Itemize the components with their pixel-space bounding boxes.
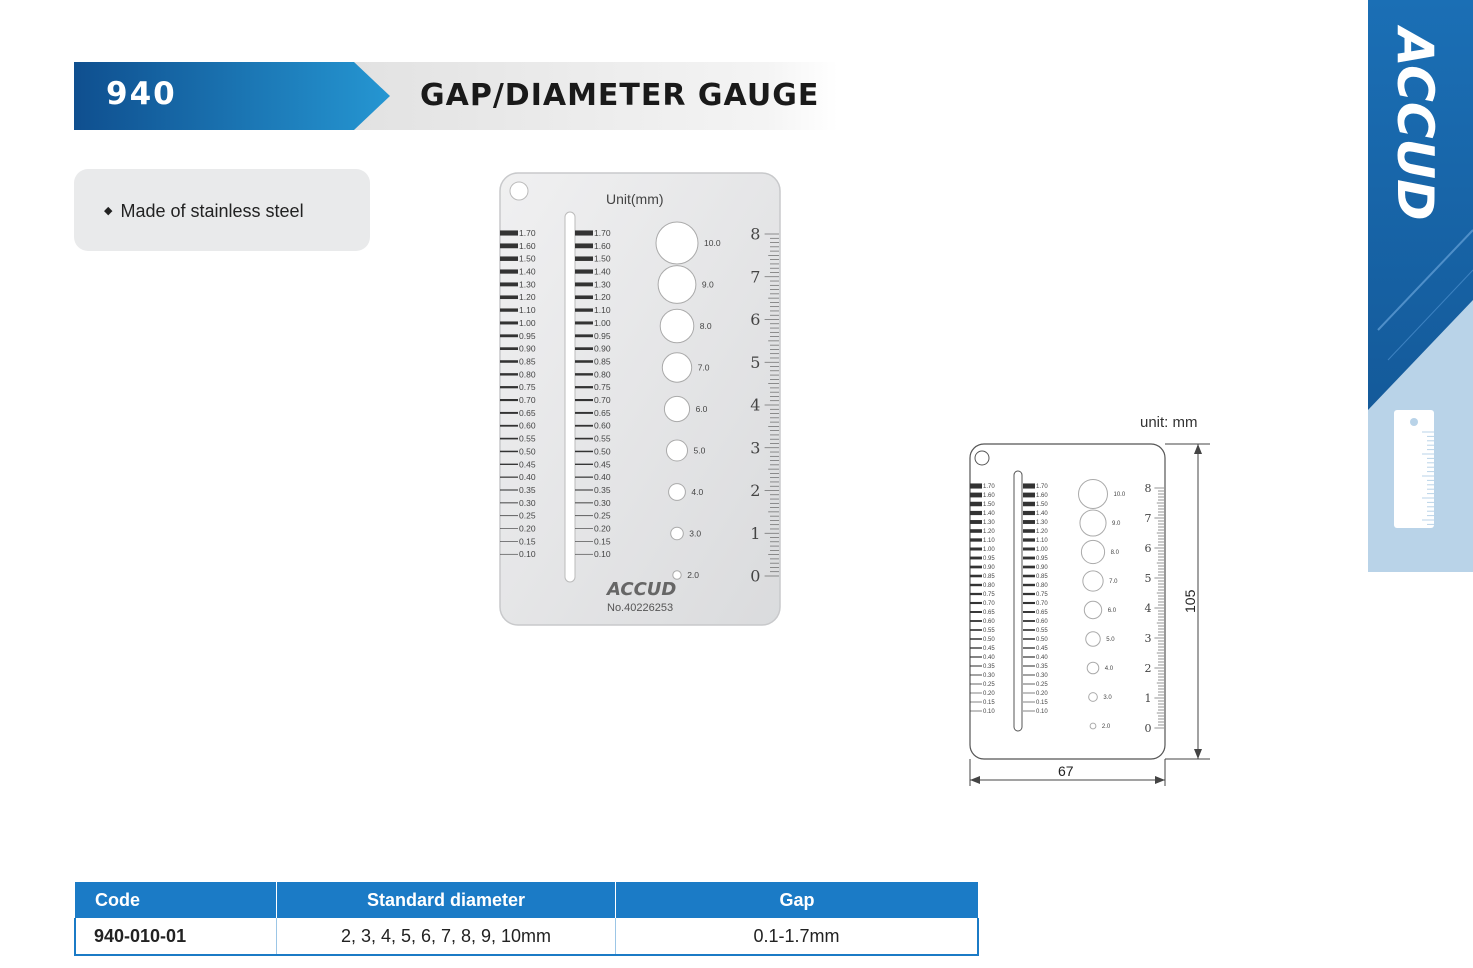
gap-label: 0.15 <box>519 536 536 547</box>
drawing-gap-label: 1.30 <box>983 520 995 527</box>
drawing-gap-bar <box>970 584 982 586</box>
drawing-diameter-label: 8.0 <box>1110 550 1119 557</box>
drawing-gap-label: 1.40 <box>983 511 995 518</box>
gap-bar <box>500 308 518 311</box>
drawing-diameter-label: 6.0 <box>1107 608 1117 615</box>
drawing-gap-label: 0.60 <box>983 619 995 626</box>
diameter-hole <box>1089 693 1098 702</box>
drawing-gap-label: 0.95 <box>983 556 995 563</box>
spec-table <box>74 882 979 956</box>
drawing-gap-label: 0.65 <box>1036 610 1048 617</box>
drawing-gap-bar <box>1023 702 1035 703</box>
drawing-gap-label: 1.60 <box>983 493 995 500</box>
gap-label: 0.50 <box>594 446 611 457</box>
drawing-gap-bar <box>970 638 982 640</box>
gap-label: 0.15 <box>594 536 611 547</box>
drawing-gap-label: 0.55 <box>1036 628 1048 635</box>
ruler-number: 2 <box>750 481 761 501</box>
gap-label: 0.80 <box>594 369 611 380</box>
drawing-gap-label: 0.30 <box>983 673 995 680</box>
drawing-gap-bar <box>970 575 982 578</box>
drawing-gap-label: 0.85 <box>983 574 995 581</box>
drawing-gap-label: 1.70 <box>983 484 995 491</box>
drawing-gap-bar <box>1023 684 1035 685</box>
gap-label: 0.90 <box>519 343 536 354</box>
drawing-gap-label: 0.90 <box>983 565 995 572</box>
model-number: 940 <box>106 76 177 112</box>
drawing-gap-label: 0.45 <box>1036 646 1048 653</box>
ruler-number: 3 <box>750 438 761 458</box>
drawing-gap-bar <box>1023 511 1035 515</box>
drawing-gap-bar <box>970 620 982 622</box>
gap-label: 0.65 <box>519 407 536 418</box>
gap-bar <box>575 282 593 286</box>
diameter-label: 5.0 <box>693 445 706 456</box>
drawing-ruler-number: 5 <box>1144 571 1152 585</box>
drawing-ruler-number: 3 <box>1144 631 1152 645</box>
diameter-hole <box>1086 632 1101 647</box>
diameter-hole <box>1081 540 1104 563</box>
drawing-gap-label: 0.55 <box>983 628 995 635</box>
drawing-gap-label: 0.70 <box>1036 601 1048 608</box>
ruler-icon <box>1394 410 1434 528</box>
drawing-gap-label: 0.35 <box>1036 664 1048 671</box>
drawing-unit-label: unit: mm <box>1140 414 1198 431</box>
drawing-diameter-label: 2.0 <box>1101 724 1111 731</box>
gap-label: 1.70 <box>519 227 536 238</box>
gap-bar <box>575 360 593 363</box>
arrow-down-icon <box>1194 749 1202 759</box>
diameter-label: 8.0 <box>699 320 712 331</box>
gap-label: 0.80 <box>519 369 536 380</box>
gap-label: 0.50 <box>519 446 536 457</box>
diameter-hole <box>1090 723 1096 729</box>
product-title: GAP/DIAMETER GAUGE <box>420 78 820 113</box>
gap-bar <box>575 256 593 261</box>
gap-bar <box>575 230 593 235</box>
drawing-gap-label: 0.95 <box>1036 556 1048 563</box>
drawing-ruler-number: 0 <box>1144 721 1152 735</box>
gap-bar <box>500 347 518 350</box>
gap-bar <box>575 295 593 299</box>
drawing-gap-bar <box>1023 611 1035 613</box>
drawing-gap-label: 1.70 <box>1036 484 1048 491</box>
gauge-drawing <box>960 408 1220 788</box>
gap-label: 0.30 <box>519 497 536 508</box>
drawing-ruler-number: 1 <box>1144 691 1152 705</box>
gap-label: 1.10 <box>594 305 611 316</box>
gap-label: 1.40 <box>519 266 536 277</box>
diameter-hole <box>671 527 684 540</box>
drawing-gap-label: 0.35 <box>983 664 995 671</box>
diameter-label: 2.0 <box>687 569 700 580</box>
drawing-gap-bar <box>970 702 982 703</box>
feature-box <box>74 169 370 251</box>
drawing-gap-bar <box>970 611 982 613</box>
diameter-hole <box>1084 601 1101 618</box>
gap-label: 0.45 <box>519 459 536 470</box>
cell-standard-diameter: 2, 3, 4, 5, 6, 7, 8, 9, 10mm <box>277 918 616 955</box>
drawing-gap-bar <box>1023 675 1035 676</box>
diameter-hole <box>664 396 689 421</box>
gap-bar <box>500 256 518 261</box>
diameter-label: 7.0 <box>697 362 710 373</box>
drawing-gap-bar <box>970 684 982 685</box>
gap-label: 0.75 <box>594 382 611 393</box>
drawing-gap-bar <box>1023 647 1035 648</box>
drawing-gap-bar <box>1023 584 1035 586</box>
drawing-gap-label: 0.10 <box>1036 709 1048 716</box>
side-brand-strip <box>1368 0 1473 572</box>
diameter-hole <box>1079 480 1108 509</box>
gap-label: 1.70 <box>594 227 611 238</box>
drawing-gap-bar <box>970 665 982 666</box>
gap-label: 0.70 <box>594 395 611 406</box>
width-dimension: 67 <box>1058 763 1074 779</box>
drawing-gap-label: 0.90 <box>1036 565 1048 572</box>
drawing-diameter-label: 5.0 <box>1106 637 1115 644</box>
drawing-gap-bar <box>970 538 982 541</box>
drawing-hanging-hole <box>975 451 989 465</box>
gap-bar <box>575 308 593 311</box>
drawing-gap-bar <box>1023 620 1035 622</box>
gap-bar <box>500 502 518 503</box>
gap-label: 0.40 <box>519 472 536 483</box>
gap-bar <box>500 515 518 516</box>
gap-bar <box>500 489 518 490</box>
gap-label: 1.00 <box>594 317 611 328</box>
header-band <box>74 62 838 130</box>
gap-label: 0.95 <box>594 330 611 341</box>
gap-bar <box>575 541 593 542</box>
gap-label: 1.10 <box>519 305 536 316</box>
gap-label: 0.10 <box>519 549 536 560</box>
drawing-gap-bar <box>1023 557 1035 560</box>
diameter-hole <box>1080 510 1106 536</box>
drawing-gap-label: 1.30 <box>1036 520 1048 527</box>
side-brand-logo: ACCUD <box>1386 28 1444 221</box>
gap-label: 0.35 <box>519 484 536 495</box>
diameter-hole <box>660 309 694 343</box>
drawing-ruler-number: 4 <box>1144 601 1152 615</box>
drawing-gap-bar <box>1023 538 1035 541</box>
gap-bar <box>575 347 593 350</box>
gap-bar <box>575 451 593 453</box>
drawing-outline <box>970 444 1165 759</box>
drawing-gap-bar <box>970 675 982 676</box>
gap-bar <box>575 554 593 555</box>
gap-label: 0.65 <box>594 407 611 418</box>
drawing-gap-label: 0.50 <box>983 637 995 644</box>
gap-bar <box>575 321 593 324</box>
gap-label: 1.20 <box>519 292 536 303</box>
drawing-gap-label: 1.10 <box>1036 538 1048 545</box>
gap-label: 0.70 <box>519 395 536 406</box>
gap-label: 0.60 <box>519 420 536 431</box>
drawing-gap-label: 1.50 <box>1036 502 1048 509</box>
column-header-gap: Gap <box>616 882 979 918</box>
drawing-diameter-label: 9.0 <box>1112 521 1121 528</box>
drawing-gap-bar <box>1023 602 1035 604</box>
gap-bar <box>500 399 518 401</box>
drawing-gap-bar <box>1023 656 1035 657</box>
cell-code: 940-010-01 <box>75 918 277 955</box>
ruler-number: 1 <box>750 523 761 543</box>
gap-bar <box>500 230 518 235</box>
gap-bar <box>575 502 593 503</box>
gap-label: 0.60 <box>594 420 611 431</box>
drawing-diameter-label: 4.0 <box>1104 666 1114 673</box>
drawing-gap-bar <box>1023 593 1035 595</box>
diameter-label: 9.0 <box>701 279 714 290</box>
drawing-gap-bar <box>970 711 982 712</box>
gap-label: 1.60 <box>594 240 611 251</box>
gap-label: 1.30 <box>519 279 536 290</box>
drawing-gap-label: 1.00 <box>983 547 995 554</box>
gap-bar <box>500 360 518 363</box>
gap-bar <box>575 489 593 490</box>
drawing-gap-bar <box>1023 638 1035 640</box>
drawing-gap-label: 0.45 <box>983 646 995 653</box>
brand-logo: ACCUD <box>607 579 677 600</box>
diameter-hole <box>1083 571 1103 591</box>
column-header-standard-diameter: Standard diameter <box>277 882 616 918</box>
gap-bar <box>500 243 518 248</box>
drawing-gap-bar <box>970 693 982 694</box>
gap-bar <box>500 554 518 555</box>
arrow-left-icon <box>970 776 980 784</box>
drawing-gap-bar <box>1023 566 1035 569</box>
gap-bar <box>500 295 518 299</box>
item-number: No.40226253 <box>607 602 674 614</box>
gap-label: 0.10 <box>594 549 611 560</box>
drawing-gap-bar <box>1023 529 1035 533</box>
diameter-label: 6.0 <box>695 403 708 414</box>
drawing-gap-bar <box>970 493 982 498</box>
drawing-gap-bar <box>1023 483 1035 488</box>
gauge-plate <box>500 173 780 625</box>
drawing-gap-label: 0.75 <box>1036 592 1048 599</box>
gauge-photo <box>497 170 787 632</box>
drawing-gap-label: 0.20 <box>983 691 995 698</box>
feature-item <box>104 201 304 222</box>
gap-bar <box>575 464 593 465</box>
gap-bar <box>575 438 593 440</box>
gap-bar <box>500 425 518 427</box>
diameter-label: 4.0 <box>691 486 704 497</box>
gap-bar <box>500 282 518 286</box>
gap-bar <box>575 386 593 388</box>
gap-bar <box>575 334 593 337</box>
drawing-gap-label: 0.30 <box>1036 673 1048 680</box>
gap-label: 1.40 <box>594 266 611 277</box>
drawing-gap-label: 0.70 <box>983 601 995 608</box>
ruler-number: 0 <box>750 566 761 586</box>
drawing-gap-label: 0.25 <box>1036 682 1048 689</box>
column-header-code: Code <box>75 882 277 918</box>
arrow-up-icon <box>1194 444 1202 454</box>
drawing-diameter-label: 3.0 <box>1103 695 1112 702</box>
drawing-gap-bar <box>970 557 982 560</box>
diameter-hole <box>662 353 691 382</box>
ruler-number: 5 <box>750 352 761 372</box>
diamond-bullet-icon: ◆ <box>104 205 113 217</box>
gap-bar <box>500 541 518 542</box>
drawing-gap-bar <box>1023 575 1035 578</box>
drawing-gap-bar <box>1023 665 1035 666</box>
drawing-gap-bar <box>1023 520 1035 524</box>
drawing-gap-label: 1.00 <box>1036 547 1048 554</box>
drawing-gap-bar <box>970 548 982 551</box>
cell-gap: 0.1-1.7mm <box>616 918 979 955</box>
drawing-gap-label: 0.25 <box>983 682 995 689</box>
diameter-hole <box>1087 662 1099 674</box>
gap-bar <box>500 373 518 375</box>
drawing-gap-bar <box>970 520 982 524</box>
gap-bar <box>500 321 518 324</box>
drawing-gap-label: 1.40 <box>1036 511 1048 518</box>
diameter-label: 10.0 <box>704 237 721 248</box>
table-row <box>75 918 978 955</box>
diameter-label: 3.0 <box>689 528 702 539</box>
gap-label: 0.75 <box>519 382 536 393</box>
drawing-gap-label: 1.10 <box>983 538 995 545</box>
diameter-hole <box>669 484 686 501</box>
gap-bar <box>575 399 593 401</box>
feature-text: Made of stainless steel <box>120 201 304 221</box>
gap-bar <box>575 373 593 375</box>
drawing-gap-label: 1.20 <box>1036 529 1048 536</box>
gap-label: 0.90 <box>594 343 611 354</box>
gap-label: 1.20 <box>594 292 611 303</box>
gap-bar <box>500 464 518 465</box>
drawing-ruler-number: 2 <box>1144 661 1152 675</box>
drawing-gap-label: 0.60 <box>1036 619 1048 626</box>
gap-bar <box>575 477 593 478</box>
drawing-gap-label: 0.65 <box>983 610 995 617</box>
diameter-hole <box>667 440 688 461</box>
gap-label: 0.30 <box>594 497 611 508</box>
drawing-gap-label: 0.50 <box>1036 637 1048 644</box>
gap-label: 0.55 <box>519 433 536 444</box>
gap-label: 1.60 <box>519 240 536 251</box>
drawing-diameter-label: 10.0 <box>1113 492 1126 499</box>
drawing-gap-bar <box>1023 711 1035 712</box>
gap-label: 0.95 <box>519 330 536 341</box>
drawing-gap-bar <box>1023 502 1035 507</box>
gap-label: 0.40 <box>594 472 611 483</box>
drawing-gap-label: 0.85 <box>1036 574 1048 581</box>
drawing-gap-label: 0.15 <box>983 700 995 707</box>
gap-bar <box>575 528 593 529</box>
diameter-hole <box>673 571 681 579</box>
gap-label: 0.55 <box>594 433 611 444</box>
height-dimension: 105 <box>1182 589 1198 613</box>
diameter-hole <box>656 222 698 264</box>
drawing-gap-bar <box>970 593 982 595</box>
drawing-gap-bar <box>1023 629 1035 631</box>
gap-bar <box>575 269 593 273</box>
gap-bar <box>500 438 518 440</box>
drawing-gap-label: 0.80 <box>1036 583 1048 590</box>
drawing-gap-bar <box>970 511 982 515</box>
drawing-gap-label: 1.50 <box>983 502 995 509</box>
gap-bar <box>500 451 518 453</box>
table-header-row <box>75 882 978 918</box>
ruler-number: 8 <box>750 224 761 244</box>
drawing-gap-bar <box>970 629 982 631</box>
drawing-gap-label: 1.60 <box>1036 493 1048 500</box>
gap-bar <box>500 477 518 478</box>
drawing-gap-label: 0.75 <box>983 592 995 599</box>
drawing-gap-bar <box>1023 493 1035 498</box>
gap-bar <box>500 528 518 529</box>
drawing-ruler-number: 8 <box>1144 481 1152 495</box>
gap-bar <box>575 412 593 414</box>
drawing-gap-label: 0.15 <box>1036 700 1048 707</box>
gap-label: 1.00 <box>519 317 536 328</box>
drawing-gap-bar <box>970 647 982 648</box>
arrow-right-icon <box>1155 776 1165 784</box>
drawing-gap-bar <box>970 529 982 533</box>
drawing-gap-label: 0.10 <box>983 709 995 716</box>
drawing-ruler-number: 7 <box>1144 511 1152 525</box>
ruler-number: 7 <box>750 267 761 287</box>
drawing-ruler-number: 6 <box>1144 541 1152 555</box>
gap-label: 0.85 <box>594 356 611 367</box>
center-slot <box>565 212 575 582</box>
ruler-number: 4 <box>750 395 761 415</box>
gap-label: 0.35 <box>594 484 611 495</box>
drawing-gap-label: 1.20 <box>983 529 995 536</box>
gap-label: 1.30 <box>594 279 611 290</box>
drawing-gap-label: 0.80 <box>983 583 995 590</box>
drawing-gap-bar <box>1023 548 1035 551</box>
ruler-number: 6 <box>750 310 761 330</box>
gap-bar <box>575 425 593 427</box>
gap-label: 0.20 <box>519 523 536 534</box>
gap-label: 1.50 <box>519 253 536 264</box>
drawing-gap-bar <box>970 656 982 657</box>
gap-bar <box>500 269 518 273</box>
gap-bar <box>500 412 518 414</box>
gap-label: 0.25 <box>519 510 536 521</box>
drawing-slot <box>1014 471 1022 731</box>
gap-bar <box>575 243 593 248</box>
hanging-hole <box>510 182 528 200</box>
diameter-hole <box>658 266 696 304</box>
gap-label: 0.20 <box>594 523 611 534</box>
drawing-gap-bar <box>970 502 982 507</box>
drawing-gap-label: 0.20 <box>1036 691 1048 698</box>
drawing-gap-bar <box>970 483 982 488</box>
gap-label: 0.85 <box>519 356 536 367</box>
gap-bar <box>500 334 518 337</box>
drawing-gap-bar <box>970 566 982 569</box>
gap-label: 0.45 <box>594 459 611 470</box>
gap-label: 1.50 <box>594 253 611 264</box>
drawing-diameter-label: 7.0 <box>1109 579 1118 586</box>
drawing-gap-label: 0.40 <box>983 655 995 662</box>
drawing-gap-bar <box>970 602 982 604</box>
gap-bar <box>500 386 518 388</box>
drawing-gap-bar <box>1023 693 1035 694</box>
unit-label: Unit(mm) <box>606 191 664 207</box>
gap-bar <box>575 515 593 516</box>
drawing-gap-label: 0.40 <box>1036 655 1048 662</box>
gap-label: 0.25 <box>594 510 611 521</box>
